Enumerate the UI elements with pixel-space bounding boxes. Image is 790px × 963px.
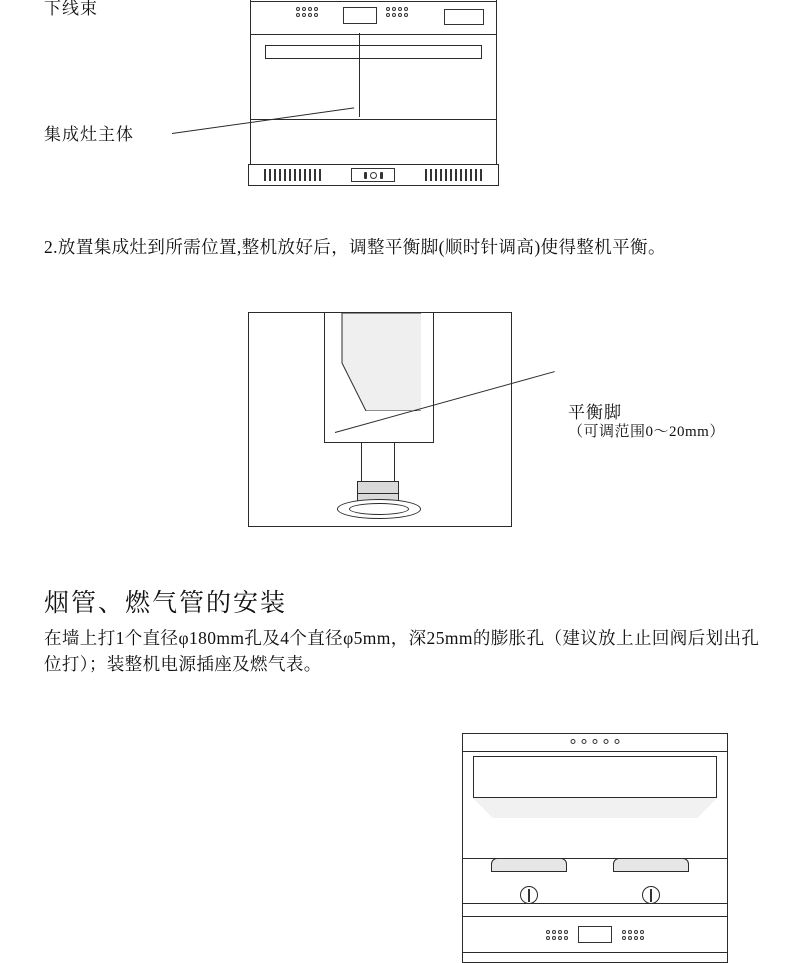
button-dot-grid-left [296,7,318,17]
control-dots-right [386,7,408,17]
button-dot-grid-lower-left [546,930,568,940]
lower-control-panel [463,926,727,943]
lower-display-box [578,926,612,943]
display-window [343,7,377,24]
vent-grille-right [425,169,483,181]
cabinet-base-line [251,119,496,120]
section-heading-flue-gas-pipe: 烟管、燃气管的安装 [44,590,288,617]
inner-funnel-outline [337,313,421,411]
hood-bar [265,45,482,59]
knob-right[interactable] [642,886,660,904]
lower-panel-separator [463,952,727,953]
label-main-body: 集成灶主体 [44,125,134,144]
label-lower-harness: 下线束 [44,0,98,18]
control-dots-left [296,7,318,17]
section-body-paragraph: 在墙上打1个直径φ180mm孔及4个直径φ5mm，深25mm的膨胀孔（建议放上止回阀后划出孔位打）；装整机电源插座及燃气表。 [44,628,760,674]
figure-integrated-stove-front [250,0,497,170]
button-dot-grid-right [386,7,408,17]
button-dot-grid-lower-right [622,930,644,940]
knob-left[interactable] [520,886,538,904]
figure-stove-front-bottom [462,733,728,963]
burner-right [613,858,689,872]
foot-base-pad-inner [349,503,409,515]
hood-body-panel [473,756,717,798]
base-indicator [351,168,395,182]
step-2-paragraph: 2.放置集成灶到所需位置,整机放好后，调整平衡脚(顺时针调高)使得整机平衡。 [44,237,666,257]
hood-light-dots [571,739,620,744]
cabinet-divider [359,33,360,117]
vent-grille-left [264,169,322,181]
display-box [343,7,377,24]
base-plinth [248,164,499,186]
burner-left [491,858,567,872]
label-leveling-foot: 平衡脚 [568,403,622,422]
label-leveling-foot-range: （可调范围0～20mm） [568,424,725,440]
side-vent-box [444,9,484,25]
hood-slope-panel [473,798,717,818]
